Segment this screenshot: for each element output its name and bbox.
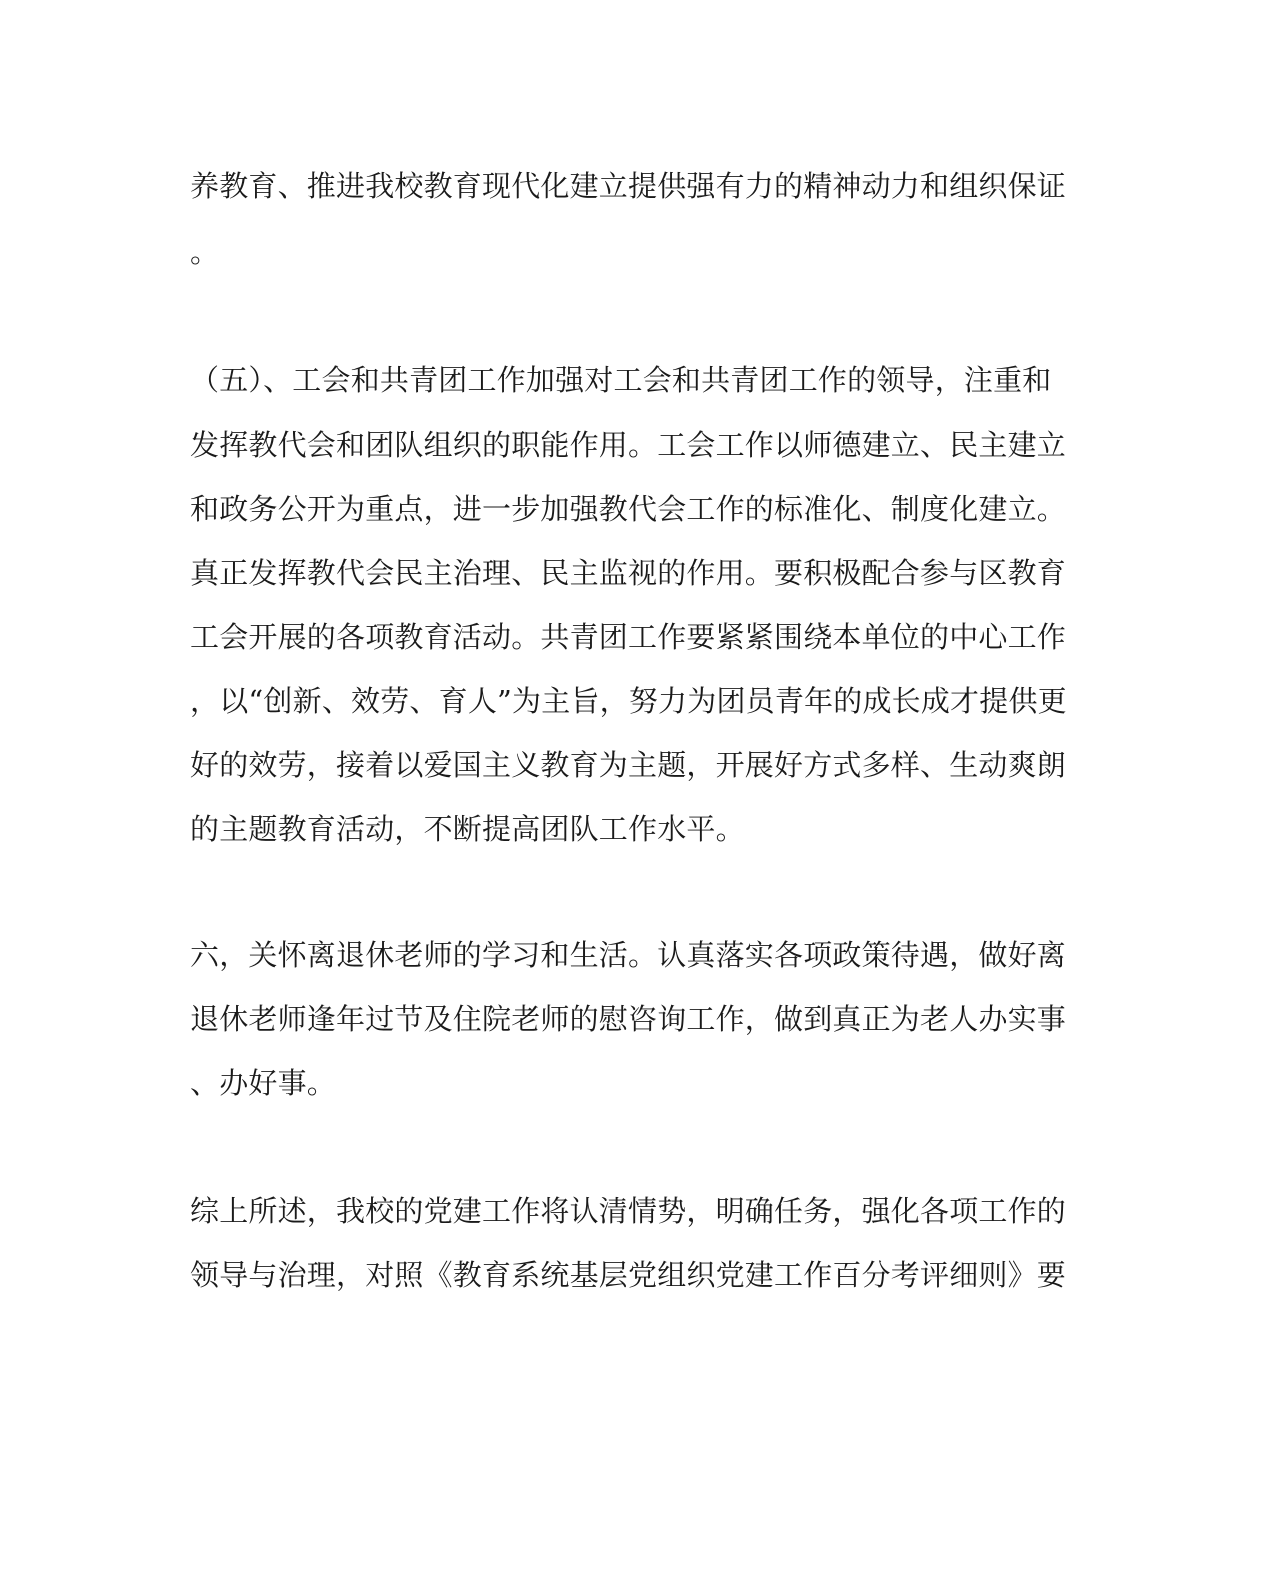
paragraph-4-line-1: 综上所述，我校的党建工作将认清情势，明确任务，强化各项工作的 bbox=[190, 1194, 1067, 1228]
paragraph-4-line-2: 领导与治理，对照《教育系统基层党组织党建工作百分考评细则》要 bbox=[190, 1258, 1067, 1292]
paragraph-2-line-2: 发挥教代会和团队组织的职能作用。工会工作以师德建立、民主建立 bbox=[190, 428, 1067, 462]
paragraph-3-line-3: 、办好事。 bbox=[190, 1066, 337, 1100]
paragraph-2-line-4: 真正发挥教代会民主治理、民主监视的作用。要积极配合参与区教育 bbox=[190, 556, 1067, 590]
paragraph-2-line-1: （五）、工会和共青团工作加强对工会和共青团工作的领导，注重和 bbox=[190, 363, 1052, 397]
paragraph-3-line-1: 六，关怀离退休老师的学习和生活。认真落实各项政策待遇，做好离 bbox=[190, 938, 1067, 972]
paragraph-1-line-1: 养教育、推进我校教育现代化建立提供强有力的精神动力和组织保证 bbox=[190, 169, 1067, 203]
paragraph-2-line-6: ，以“创新、效劳、育人”为主旨，努力为团员青年的成长成才提供更 bbox=[190, 684, 1067, 718]
paragraph-2-line-8: 的主题教育活动，不断提高团队工作水平。 bbox=[190, 812, 745, 846]
paragraph-2-line-7: 好的效劳，接着以爱国主义教育为主题，开展好方式多样、生动爽朗 bbox=[190, 748, 1067, 782]
paragraph-2-line-3: 和政务公开为重点，进一步加强教代会工作的标准化、制度化建立。 bbox=[190, 492, 1067, 526]
paragraph-2-line-5: 工会开展的各项教育活动。共青团工作要紧紧围绕本单位的中心工作 bbox=[190, 620, 1067, 654]
paragraph-1-line-2: 。 bbox=[190, 235, 220, 269]
paragraph-3-line-2: 退休老师逢年过节及住院老师的慰咨询工作，做到真正为老人办实事 bbox=[190, 1002, 1067, 1036]
